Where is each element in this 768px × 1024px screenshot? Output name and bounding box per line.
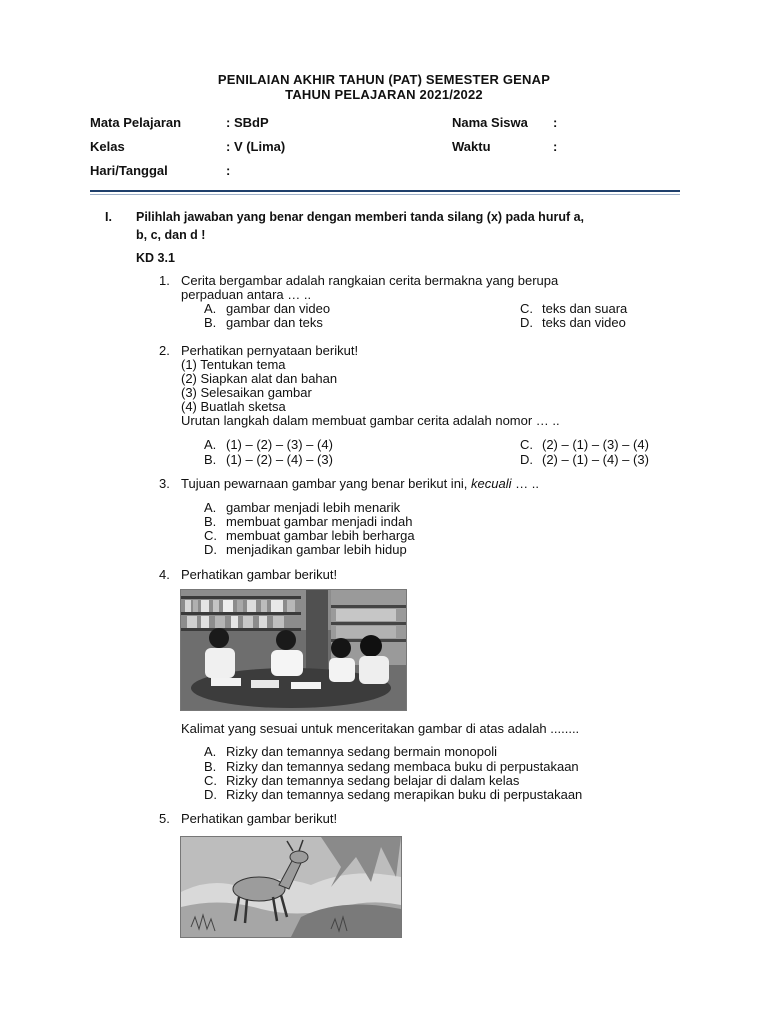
question-text: Perhatikan gambar berikut! (181, 811, 338, 826)
student-name-value: : (553, 115, 558, 130)
question-number: 4. (159, 567, 170, 582)
question-text: Cerita bergambar adalah rangkaian cerita bermakna yang berupa (181, 273, 559, 288)
option-c[interactable]: C. (2) – (1) – (3) – (4) (520, 437, 649, 452)
option-b[interactable]: B. gambar dan teks (204, 315, 323, 330)
kd-label: KD 3.1 (136, 251, 175, 265)
students-reading-illustration (181, 590, 406, 710)
option-a[interactable]: A. Rizky dan temannya sedang bermain monopoli (204, 744, 497, 759)
question-text: Urutan langkah dalam membuat gambar cerita adalah nomor … .. (181, 413, 560, 428)
date-label: Hari/Tanggal (90, 163, 168, 178)
option-d[interactable]: D. menjadikan gambar lebih hidup (204, 542, 407, 557)
option-d[interactable]: D. teks dan video (520, 315, 626, 330)
section-number: I. (105, 210, 112, 224)
option-d[interactable]: D. Rizky dan temannya sedang merapikan buku di perpustakaan (204, 787, 583, 802)
instruction-line-2: b, c, dan d ! (136, 228, 206, 242)
exam-title: PENILAIAN AKHIR TAHUN (PAT) SEMESTER GENAP (217, 72, 551, 87)
option-a[interactable]: A. (1) – (2) – (3) – (4) (204, 437, 333, 452)
subject-value: : SBdP (226, 115, 269, 130)
statement-4: (4) Buatlah sketsa (181, 399, 286, 414)
option-a[interactable]: A. gambar menjadi lebih menarik (204, 500, 401, 515)
question-number: 5. (159, 811, 170, 826)
option-b[interactable]: B. (1) – (2) – (4) – (3) (204, 452, 333, 467)
subject-label: Mata Pelajaran (90, 115, 182, 130)
deer-drawing (181, 837, 401, 937)
statement-2: (2) Siapkan alat dan bahan (181, 371, 338, 386)
option-c[interactable]: C. membuat gambar lebih berharga (204, 528, 415, 543)
option-a[interactable]: A. gambar dan video (204, 301, 331, 316)
header-divider (90, 190, 680, 192)
question-text: perpaduan antara … .. (181, 287, 312, 302)
class-value: : V (Lima) (226, 139, 286, 154)
class-label: Kelas (90, 139, 125, 154)
header-divider-shadow (90, 194, 680, 195)
question-text: Tujuan pewarnaan gambar yang benar berikut ini, kecuali … .. (181, 476, 539, 491)
option-c[interactable]: C. Rizky dan temannya sedang belajar di dalam kelas (204, 773, 520, 788)
question-number: 1. (159, 273, 170, 288)
question-text: Perhatikan gambar berikut! (181, 567, 338, 582)
date-value: : (226, 163, 231, 178)
option-d[interactable]: D. (2) – (1) – (4) – (3) (520, 452, 649, 467)
instruction-line-1: Pilihlah jawaban yang benar dengan memberi tanda silang (x) pada huruf a, (136, 210, 585, 224)
time-label: Waktu (452, 139, 491, 154)
option-c[interactable]: C. teks dan suara (520, 301, 628, 316)
question-text: Perhatikan pernyataan berikut! (181, 343, 359, 358)
question-number: 2. (159, 343, 170, 358)
option-b[interactable]: B. membuat gambar menjadi indah (204, 514, 413, 529)
library-photo (180, 589, 407, 711)
time-value: : (553, 139, 558, 154)
option-b[interactable]: B. Rizky dan temannya sedang membaca buku di perpustakaan (204, 759, 579, 774)
statement-3: (3) Selesaikan gambar (181, 385, 312, 400)
deer-illustration (180, 836, 402, 938)
question-number: 3. (159, 476, 170, 491)
statement-1: (1) Tentukan tema (181, 357, 286, 372)
academic-year: TAHUN PELAJARAN 2021/2022 (285, 87, 483, 102)
question-prompt: Kalimat yang sesuai untuk menceritakan gambar di atas adalah ........ (181, 721, 580, 736)
student-name-label: Nama Siswa (452, 115, 528, 130)
